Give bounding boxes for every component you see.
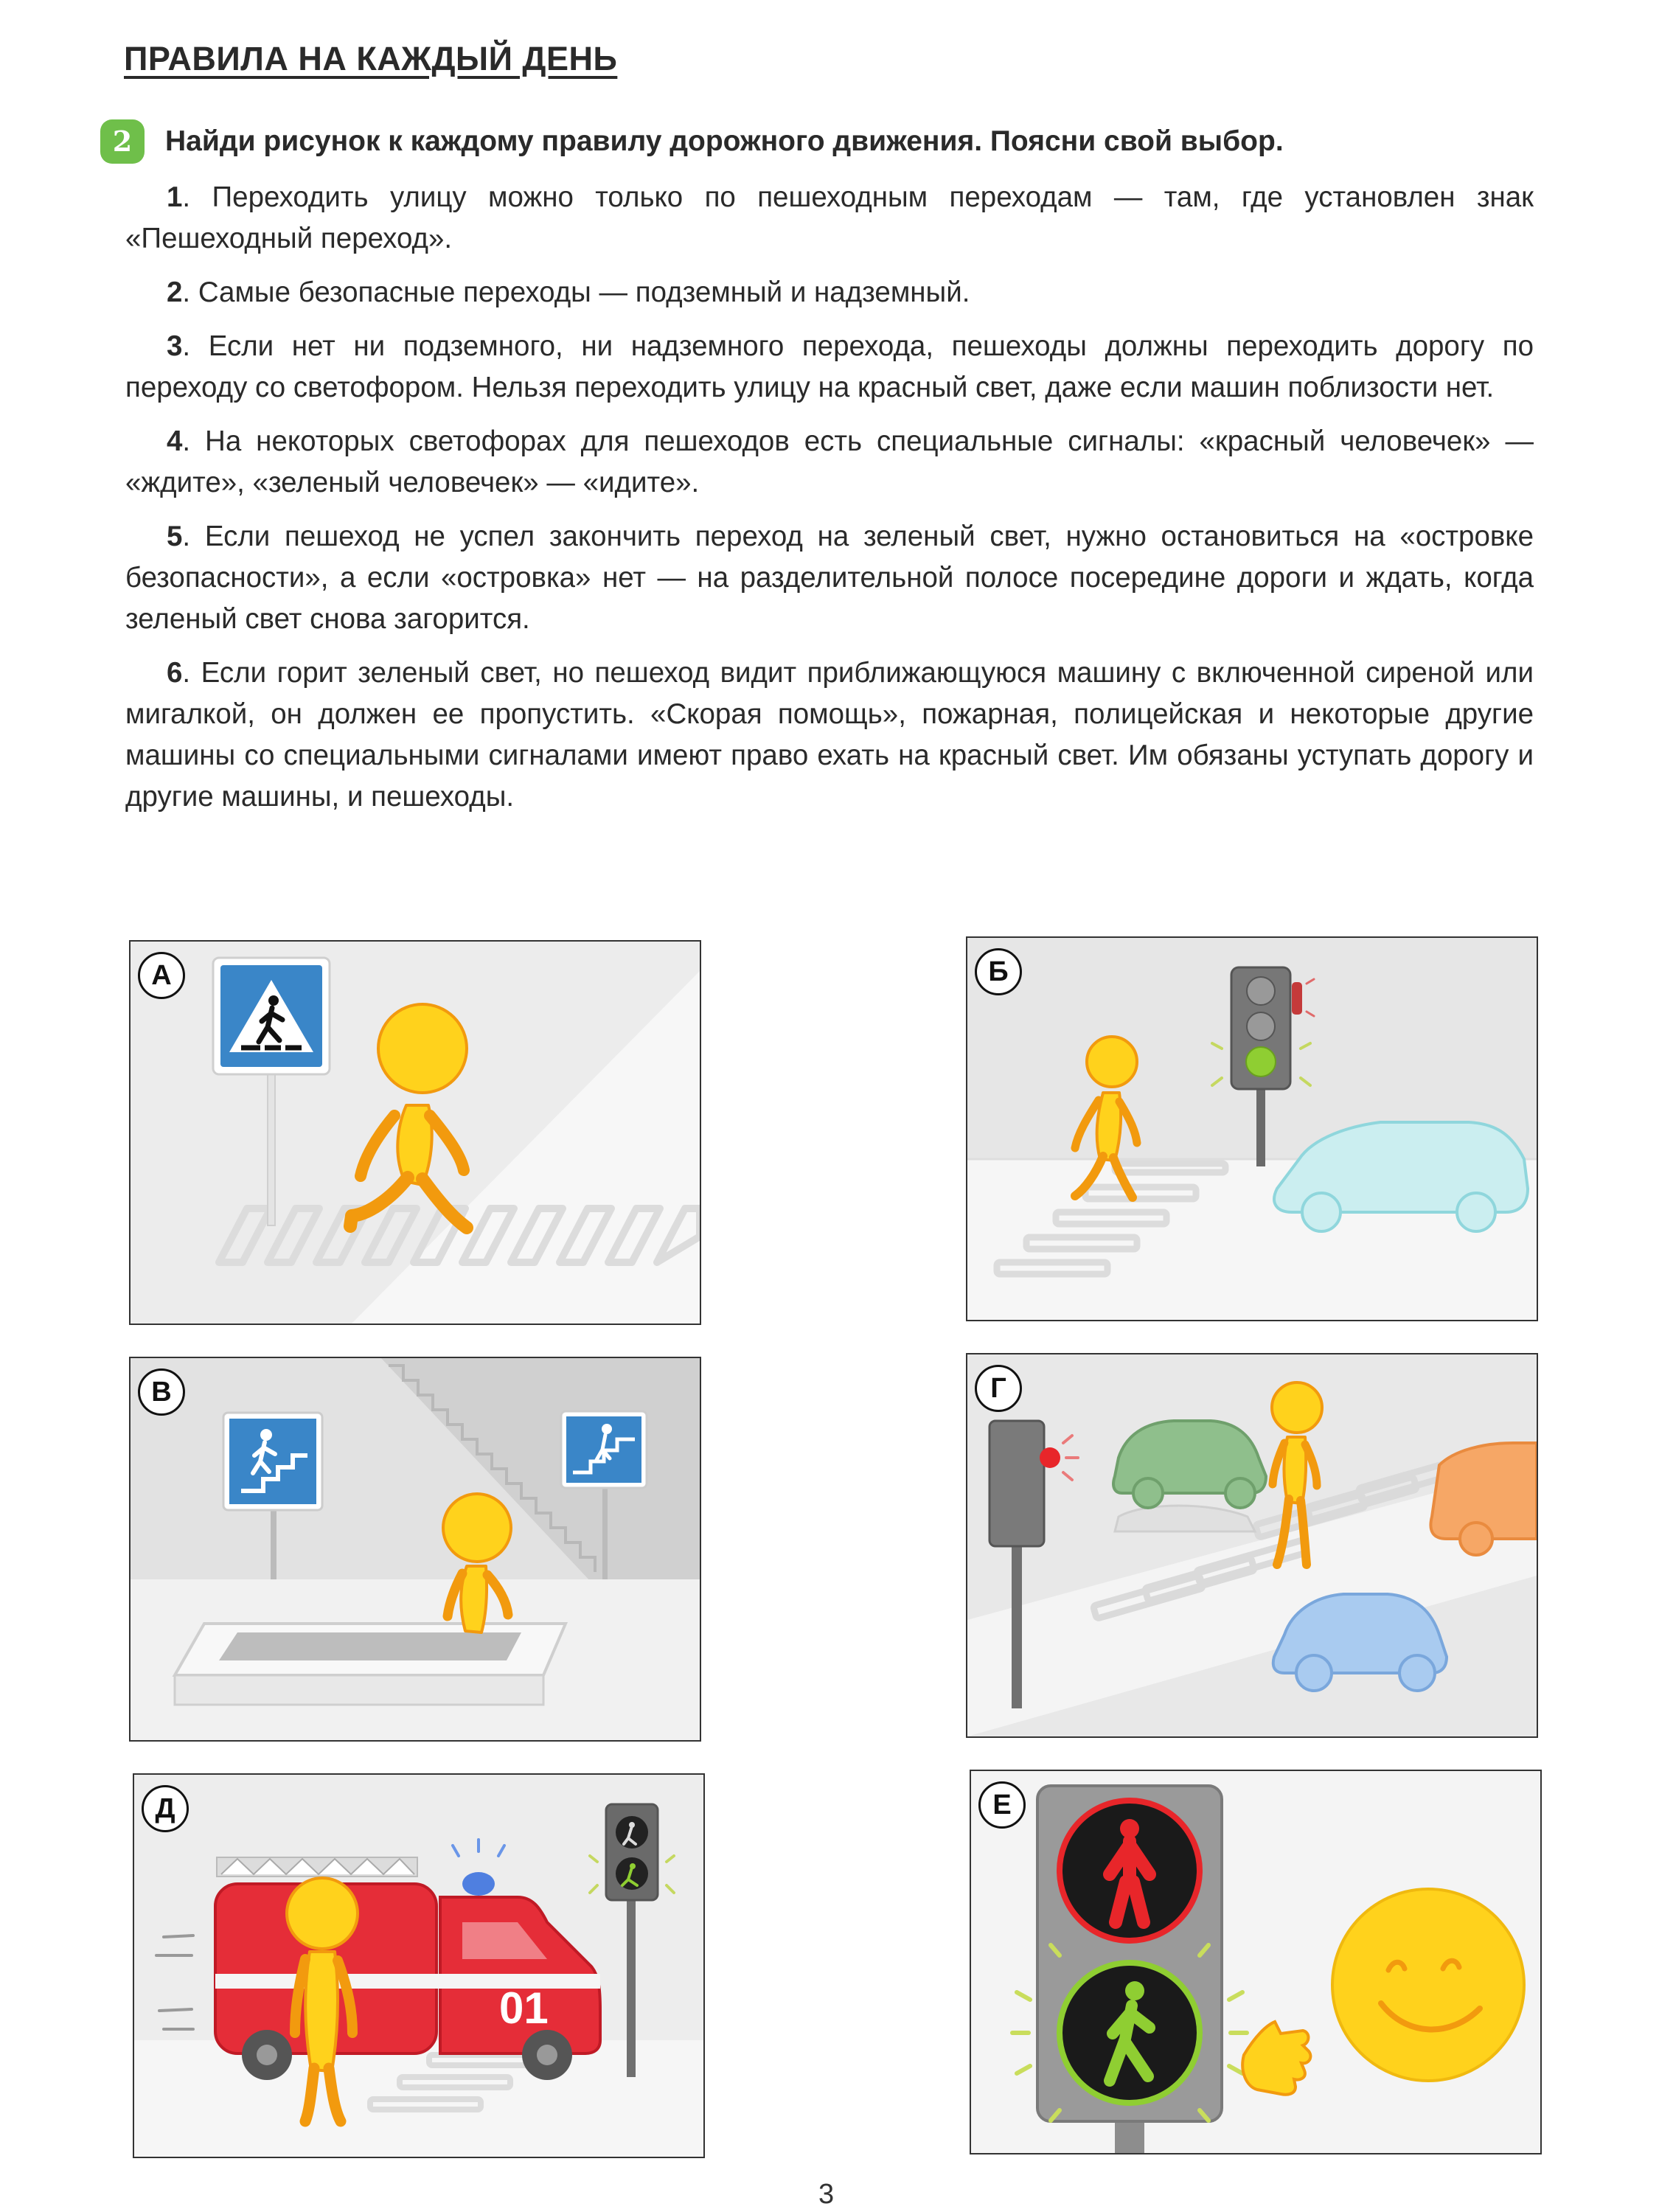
- panel-letter-b: Б: [975, 948, 1022, 995]
- illustration-e-pedestrian-light: [970, 1770, 1542, 2154]
- rule-number: 2: [167, 276, 183, 308]
- rule-number: 4: [167, 425, 183, 457]
- task-heading: Найди рисунок к каждому правилу дорожного движения. Поясни свой выбор.: [165, 125, 1284, 157]
- truck-number: 01: [499, 1983, 549, 2033]
- rule-number: 1: [167, 181, 183, 213]
- rule-item: [125, 421, 1534, 504]
- fire-truck-scene-d: [134, 1775, 703, 2157]
- rule-text: . Если нет ни подземного, ни надземного перехода, пешеходы должны переходить дорогу по переходу со светофором. Нельзя переходить улицу на красный свет, даже если машин поблизости нет.: [125, 330, 1534, 403]
- panel-letter-e: Е: [978, 1781, 1026, 1829]
- panel-letter-v: В: [138, 1368, 185, 1416]
- illustration-a-crosswalk-sign: [129, 940, 701, 1325]
- rule-item: [125, 653, 1534, 818]
- rules-list: [125, 177, 1534, 830]
- panel-letter-d: Д: [142, 1785, 189, 1832]
- illustration-d-fire-truck: [133, 1773, 705, 2158]
- rule-item: [125, 177, 1534, 260]
- rule-item: [125, 326, 1534, 408]
- rule-item: [125, 516, 1534, 640]
- task-number-badge: 2: [100, 119, 145, 164]
- underpass-scene-v: [131, 1358, 700, 1740]
- safety-island-scene-g: [967, 1354, 1537, 1736]
- rule-number: 3: [167, 330, 183, 362]
- page-number: 3: [818, 2179, 835, 2210]
- illustration-g-safety-island: [966, 1353, 1538, 1738]
- crosswalk-scene-a: [131, 942, 700, 1324]
- rule-number: 5: [167, 521, 183, 552]
- rule-text: . На некоторых светофорах для пешеходов есть специальные сигналы: «красный человечек» — «ждите», «зеленый человечек» — «идите».: [125, 425, 1534, 498]
- page-title: ПРАВИЛА НА КАЖДЫЙ ДЕНЬ: [124, 40, 618, 77]
- pedestrian-light-scene-e: [971, 1771, 1540, 2153]
- rule-number: 6: [167, 657, 183, 689]
- panel-letter-g: Г: [975, 1365, 1022, 1412]
- rule-item: [125, 272, 1534, 313]
- illustration-b-traffic-light: [966, 936, 1538, 1321]
- panel-letter-a: А: [138, 952, 185, 999]
- rule-text: . Если пешеход не успел закончить переход на зеленый свет, нужно остановиться на «островке безопасности», а если «островка» нет — на разделительной полосе посередине дороги и ждать, когда зеленый свет снова загорится.: [125, 521, 1534, 635]
- rule-text: . Если горит зеленый свет, но пешеход видит приближающуюся машину с включенной сиреной или мигалкой, он должен ее пропустить. «Скорая помощь», пожарная, полицейская и некоторые другие машины со специальными сигналами имеют право ехать на красный свет. Им обязаны уступать дорогу и другие машины, и пешеходы.: [125, 657, 1534, 813]
- illustration-v-underpass-overpass: [129, 1357, 701, 1742]
- traffic-light-scene-b: [967, 938, 1537, 1320]
- rule-text: . Переходить улицу можно только по пешеходным переходам — там, где установлен знак «Пешеходный переход».: [125, 181, 1534, 254]
- rule-text: . Самые безопасные переходы — подземный и надземный.: [182, 276, 970, 308]
